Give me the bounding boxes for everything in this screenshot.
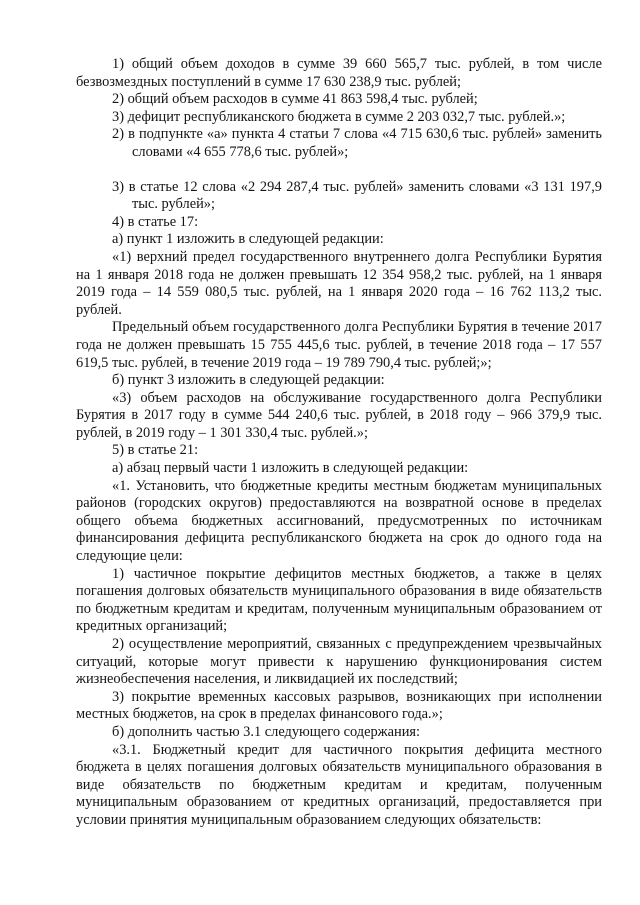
paragraph-9: Предельный объем государственного долга Республики Бурятия в течение 2017 года не должен превышать 15 755 445,6 тыс. рублей, в течение 2018 года – 17 557 619,5 тыс. рублей, в течение 2019 года – 19 789 790,4 тыс. рублей;»; xyxy=(76,319,602,371)
paragraph-10: б) пункт 3 изложить в следующей редакции: xyxy=(112,372,385,389)
paragraph-3: 3) дефицит республиканского бюджета в сумме 2 203 032,7 тыс. рублей.»; xyxy=(112,108,566,125)
paragraph-4: 2) в подпункте «а» пункта 4 статьи 7 слова «4 715 630,6 тыс. рублей» заменить словами «4 655 778,6 тыс. рублей»; xyxy=(112,126,602,160)
paragraph-6: 4) в статье 17: xyxy=(112,213,199,230)
paragraph-19: «3.1. Бюджетный кредит для частичного покрытия дефицита местного бюджета в целях погашения долговых обязательств муниципального образования в виде обязательств по бюджетным кредитам и кредитам, полученным муниципальным образованием от кредитных организаций, предоставляется при условии принятия муниципальным образованием следующих обязательств: xyxy=(76,741,602,828)
paragraph-2: 2) общий объем расходов в сумме 41 863 598,4 тыс. рублей; xyxy=(112,91,478,108)
paragraph-5: 3) в статье 12 слова «2 294 287,4 тыс. рублей» заменить словами «3 131 197,9 тыс. рублей»; xyxy=(112,178,602,213)
paragraph-8: «1) верхний предел государственного внутреннего долга Республики Бурятия на 1 января 2018 года не должен превышать 12 354 958,2 тыс. рублей, на 1 января 2019 года – 14 559 080,5 тыс. рублей, на 1 января 2020 года – 16 762 113,2 тыс. рублей. xyxy=(76,248,602,318)
document-page xyxy=(76,56,602,830)
paragraph-16: 2) осуществление мероприятий, связанных с предупреждением чрезвычайных ситуаций, которые могут привести к нарушению функционирования систем жизнеобеспечения населения, и ликвидацией их последствий; xyxy=(76,636,602,688)
paragraph-11: «3) объем расходов на обслуживание государственного долга Республики Бурятия в 2017 году в сумме 544 240,6 тыс. рублей, в 2018 году – 966 379,9 тыс. рублей, в 2019 году – 1 301 330,4 тыс. рублей.»; xyxy=(76,389,602,441)
paragraph-15: 1) частичное покрытие дефицитов местных бюджетов, а также в целях погашения долговых обязательств муниципального образования в виде обязательств по бюджетным кредитам и кредитам, полученным муниципальным образованием от кредитных организаций; xyxy=(76,565,602,635)
paragraph-18: б) дополнить частью 3.1 следующего содержания: xyxy=(112,723,421,740)
paragraph-14: «1. Установить, что бюджетные кредиты местным бюджетам муниципальных районов (городских округов) предоставляются на возвратной основе в пределах общего объема бюджетных ассигнований, предусмотренных по источникам финансирования дефицита республиканского бюджета на срок до одного года на следующие цели: xyxy=(76,477,602,565)
paragraph-17: 3) покрытие временных кассовых разрывов, возникающих при исполнении местных бюджетов, на срок в пределах финансового года.»; xyxy=(76,688,602,723)
paragraph-gap xyxy=(76,162,602,179)
paragraph-7: а) пункт 1 изложить в следующей редакции: xyxy=(112,231,384,248)
paragraph-1: 1) общий объем доходов в сумме 39 660 565,7 тыс. рублей, в том числе безвозмездных поступлений в сумме 17 630 238,9 тыс. рублей; xyxy=(76,56,602,90)
paragraph-12: 5) в статье 21: xyxy=(112,442,199,459)
paragraph-13: а) абзац первый части 1 изложить в следующей редакции: xyxy=(112,460,469,477)
